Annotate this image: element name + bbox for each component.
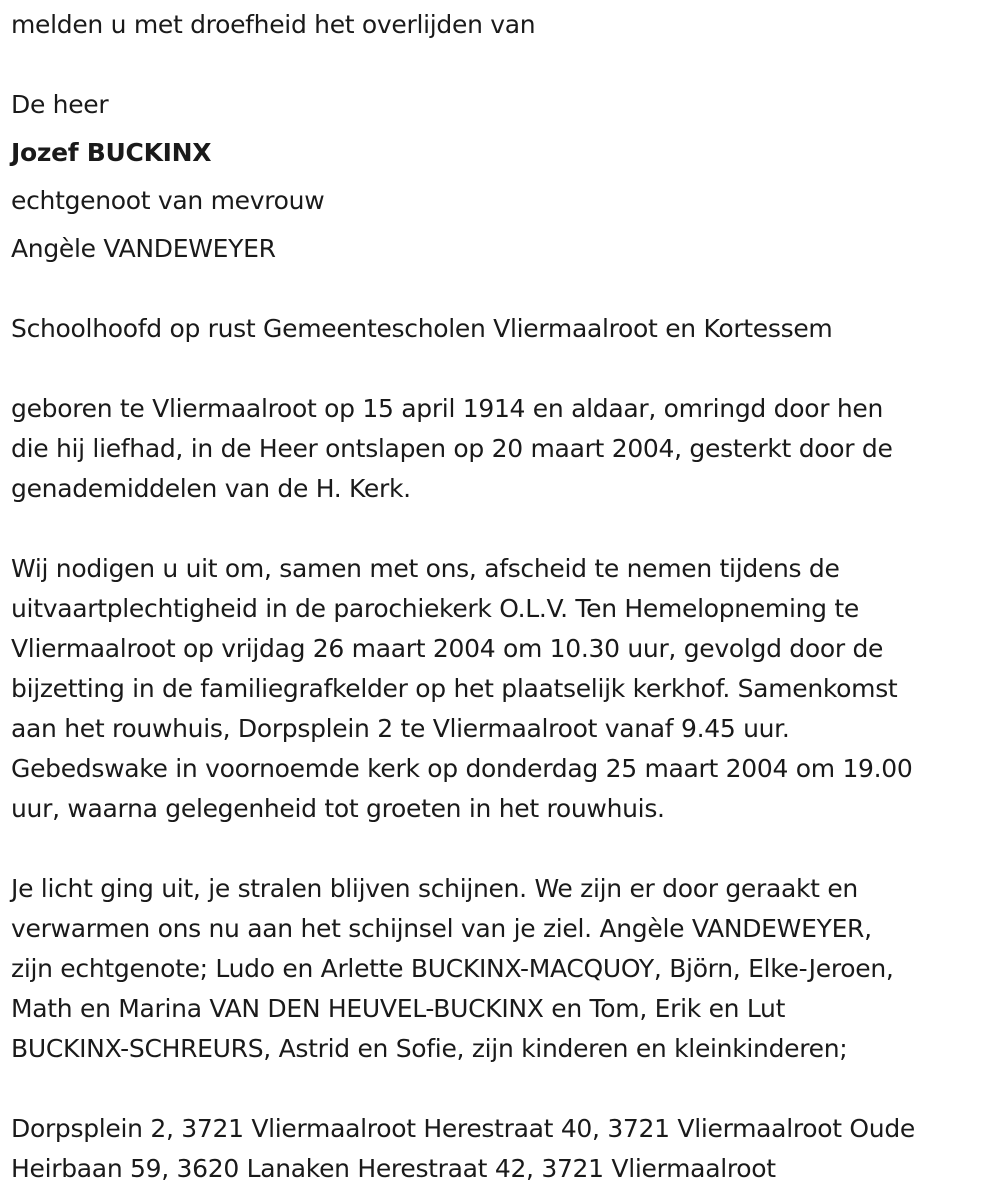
birth-death-line: geboren te Vliermaalroot op 15 april 1914 en aldaar, omringd door hen xyxy=(11,394,883,423)
funeral-line: Gebedswake in voornoemde kerk op donderdag 25 maart 2004 om 19.00 xyxy=(11,754,913,783)
family-line: BUCKINX-SCHREURS, Astrid en Sofie, zijn kinderen en kleinkinderen; xyxy=(11,1034,848,1063)
family-line: verwarmen ons nu aan het schijnsel van je ziel. Angèle VANDEWEYER, xyxy=(11,914,872,943)
family-line: Je licht ging uit, je stralen blijven schijnen. We zijn er door geraakt en xyxy=(11,874,858,903)
occupation-text: Schoolhoofd op rust Gemeentescholen Vliermaalroot en Kortessem xyxy=(11,314,833,343)
address-line: Dorpsplein 2, 3721 Vliermaalroot Herestraat 40, 3721 Vliermaalroot Oude xyxy=(11,1114,915,1143)
funeral-line: uur, waarna gelegenheid tot groeten in het rouwhuis. xyxy=(11,794,665,823)
family-line: Math en Marina VAN DEN HEUVEL-BUCKINX en Tom, Erik en Lut xyxy=(11,994,786,1023)
funeral-line: aan het rouwhuis, Dorpsplein 2 te Vliermaalroot vanaf 9.45 uur. xyxy=(11,714,790,743)
address-line: Heirbaan 59, 3620 Lanaken Herestraat 42, 3721 Vliermaalroot xyxy=(11,1154,776,1183)
funeral-line: Vliermaalroot op vrijdag 26 maart 2004 om 10.30 uur, gevolgd door de xyxy=(11,634,884,663)
spouse-line-1: echtgenoot van mevrouw xyxy=(11,186,325,215)
birth-death-line: die hij liefhad, in de Heer ontslapen op 20 maart 2004, gesterkt door de xyxy=(11,434,893,463)
funeral-line: Wij nodigen u uit om, samen met ons, afscheid te nemen tijdens de xyxy=(11,554,840,583)
family-line: zijn echtgenote; Ludo en Arlette BUCKINX-MACQUOY, Björn, Elke-Jeroen, xyxy=(11,954,894,983)
title-prefix: De heer xyxy=(11,90,109,119)
intro-text: melden u met droefheid het overlijden van xyxy=(11,10,536,39)
spouse-line-2: Angèle VANDEWEYER xyxy=(11,234,276,263)
birth-death-line: genademiddelen van de H. Kerk. xyxy=(11,474,411,503)
funeral-line: uitvaartplechtigheid in de parochiekerk O.L.V. Ten Hemelopneming te xyxy=(11,594,859,623)
funeral-line: bijzetting in de familiegrafkelder op het plaatselijk kerkhof. Samenkomst xyxy=(11,674,898,703)
deceased-name: Jozef BUCKINX xyxy=(11,138,212,167)
